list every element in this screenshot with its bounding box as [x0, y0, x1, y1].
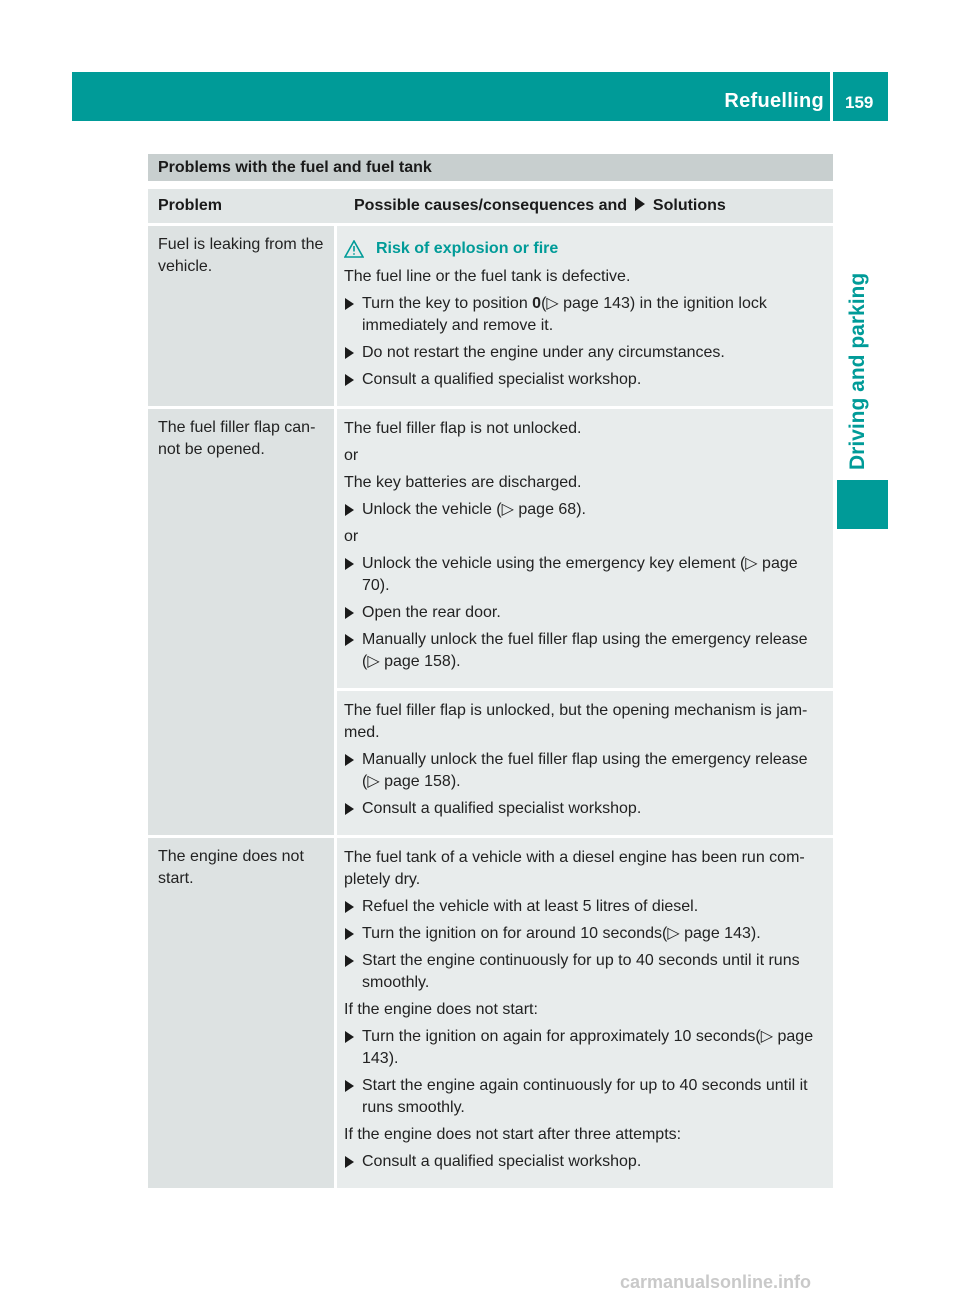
- problem-cell: The fuel filler flap can-not be opened.: [148, 409, 334, 835]
- step-item: [344, 923, 826, 945]
- arrow-icon: [345, 298, 354, 310]
- table-header-row: [148, 189, 833, 223]
- step-item: [344, 369, 826, 391]
- cause-text: The fuel filler flap is unlocked, but the opening mechanism is jam-med.: [344, 702, 808, 741]
- warning-triangle-icon: [344, 240, 364, 258]
- step-text: Do not restart the engine under any circumstances.: [362, 344, 725, 361]
- column-header-solutions: [344, 189, 833, 223]
- solution-block: [337, 409, 833, 688]
- arrow-icon: [635, 197, 645, 211]
- step-item: [344, 602, 826, 624]
- step-text: Start the engine continuously for up to 40 seconds until it runs smoothly.: [362, 952, 800, 991]
- step-text: Open the rear door.: [362, 604, 501, 621]
- cause-text: The fuel tank of a vehicle with a diesel engine has been run com-pletely dry.: [344, 849, 805, 888]
- step-item: [344, 342, 826, 364]
- or-text: or: [344, 447, 359, 464]
- side-tab-marker: [837, 480, 888, 529]
- arrow-icon: [345, 607, 354, 619]
- step-item: [344, 950, 826, 994]
- key-position: 0: [532, 295, 542, 312]
- table-row: [148, 838, 833, 1188]
- step-text: Turn the ignition on for around 10 seconds(▷ page 143).: [362, 925, 761, 942]
- arrow-icon: [345, 1031, 354, 1043]
- arrow-icon: [345, 504, 354, 516]
- table-row: [148, 409, 833, 835]
- step-text: Manually unlock the fuel filler flap using the emergency release (▷ page 158).: [362, 631, 808, 670]
- step-item: [344, 1026, 826, 1070]
- arrow-icon: [345, 374, 354, 386]
- table-title: Problems with the fuel and fuel tank: [148, 154, 833, 181]
- step-text: Refuel the vehicle with at least 5 litres of diesel.: [362, 898, 699, 915]
- step-item: [344, 896, 826, 918]
- step-item: [344, 553, 826, 597]
- arrow-icon: [345, 754, 354, 766]
- arrow-icon: [345, 558, 354, 570]
- warning-text: Risk of explosion or fire: [376, 240, 559, 257]
- arrow-icon: [345, 803, 354, 815]
- section-title: Refuelling: [724, 90, 824, 112]
- arrow-icon: [345, 928, 354, 940]
- step-item: [344, 798, 826, 820]
- solutions-cell: [337, 409, 833, 835]
- step-text: Consult a qualified specialist workshop.: [362, 371, 642, 388]
- watermark: carmanualsonline.info: [620, 1272, 812, 1292]
- note-text: If the engine does not start after three attempts:: [344, 1126, 682, 1143]
- cause-text: The fuel filler flap is not unlocked.: [344, 420, 582, 437]
- solution-block: [337, 838, 833, 1188]
- page-number: 159: [845, 93, 874, 112]
- column-header-solutions-text: Possible causes/consequences and: [354, 197, 628, 214]
- solutions-cell: [337, 226, 833, 406]
- step-text-part: (▷ page 143) in the ignition lock immediately and remove it.: [362, 295, 767, 334]
- solution-block: [337, 691, 833, 835]
- arrow-icon: [345, 1080, 354, 1092]
- problem-cell: The engine does not start.: [148, 838, 334, 1188]
- step-text-part: Turn the key to position: [362, 295, 533, 312]
- arrow-icon: [345, 1156, 354, 1168]
- troubleshooting-table: [148, 154, 833, 1188]
- header-divider: [830, 72, 833, 121]
- step-item: [344, 1151, 826, 1173]
- column-header-solutions-suffix: Solutions: [652, 197, 726, 214]
- solutions-cell: [337, 838, 833, 1188]
- problem-cell: Fuel is leaking from the vehicle.: [148, 226, 334, 406]
- arrow-icon: [345, 955, 354, 967]
- step-text: Unlock the vehicle using the emergency key element (▷ page 70).: [362, 555, 798, 594]
- cause-text: The key batteries are discharged.: [344, 474, 582, 491]
- arrow-icon: [345, 634, 354, 646]
- step-text: Unlock the vehicle (▷ page 68).: [362, 501, 586, 518]
- step-text: Consult a qualified specialist workshop.: [362, 800, 642, 817]
- step-item: [344, 629, 826, 673]
- step-text: Turn the ignition on again for approximately 10 seconds(▷ page 143).: [362, 1028, 814, 1067]
- cause-text: The fuel line or the fuel tank is defective.: [344, 268, 631, 285]
- or-text: or: [344, 528, 359, 545]
- step-item: [344, 749, 826, 793]
- step-text: Consult a qualified specialist workshop.: [362, 1153, 642, 1170]
- column-header-problem: Problem: [158, 197, 223, 214]
- step-item: [344, 1075, 826, 1119]
- table-row: [148, 226, 833, 406]
- step-text: Start the engine again continuously for up to 40 seconds until it runs smoothly.: [362, 1077, 808, 1116]
- step-item: [344, 499, 826, 521]
- warning-line: [344, 238, 826, 260]
- arrow-icon: [345, 347, 354, 359]
- solution-block: [337, 226, 833, 406]
- note-text: If the engine does not start:: [344, 1001, 538, 1018]
- step-item: [344, 293, 826, 337]
- step-text: [362, 293, 826, 337]
- arrow-icon: [345, 901, 354, 913]
- step-text: Manually unlock the fuel filler flap using the emergency release (▷ page 158).: [362, 751, 808, 790]
